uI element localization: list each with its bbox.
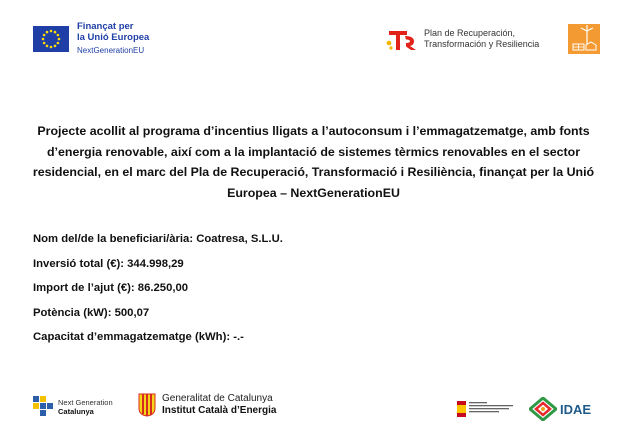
gobierno-espana-logo [457,398,521,420]
ngc-logo-line2: Catalunya [58,407,94,416]
storage-capacity-line: Capacitat d’emmagatzematge (kWh): -.- [33,331,244,343]
prtr-logo-line2: Transformación y Resiliencia [424,39,540,49]
idae-mark-icon [529,397,557,421]
prtr-mark-icon [385,26,421,52]
renewable-energy-icon [568,24,600,54]
beneficiary-line: Nom del/de la beneficiari/ària: Coatresa, S.L.U. [33,233,283,245]
project-details [33,229,283,352]
senyera-icon [138,393,156,417]
idae-label: IDAE [560,401,592,417]
total-investment-line: Inversió total (€): 344.998,29 [33,257,184,270]
prtr-logo-line1: Plan de Recuperación, [424,28,516,39]
eu-logo-line1: Finançat per [77,21,134,32]
idae-logo [529,397,591,421]
next-generation-catalunya-logo [33,396,113,418]
prtr-logo [385,26,539,52]
eu-funding-logo [33,22,149,55]
project-title: Projecte acollit al programa d’incentius lligats a l’autoconsum i l’emmagatzematge, amb fonts d’energia renovable, així com a la implantació de sistemes tèrmics renovables en el sector residencial, en el marc del Pla de Recuperació, Transformació i Resiliència, finançat per la Unió Europea – NextGenerationEU [32,124,595,200]
ngc-logo-line1: Next Generation [58,398,113,407]
power-line: Potència (kW): 500,07 [33,306,150,319]
eu-flag-icon [33,26,69,52]
ngc-squares-icon [33,396,55,418]
eu-logo-line2: la Unió Europea [77,31,150,43]
gobierno-text-lines [469,400,517,417]
gencat-logo-line2: Institut Català d’Energia [162,405,277,416]
spain-shield-icon [457,401,466,417]
gencat-logo-line1: Generalitat de Catalunya [162,393,273,404]
generalitat-logo [138,393,276,417]
grant-amount-line: Import de l’ajut (€): 86.250,00 [33,282,189,294]
eu-logo-line3: NextGenerationEU [77,45,145,55]
